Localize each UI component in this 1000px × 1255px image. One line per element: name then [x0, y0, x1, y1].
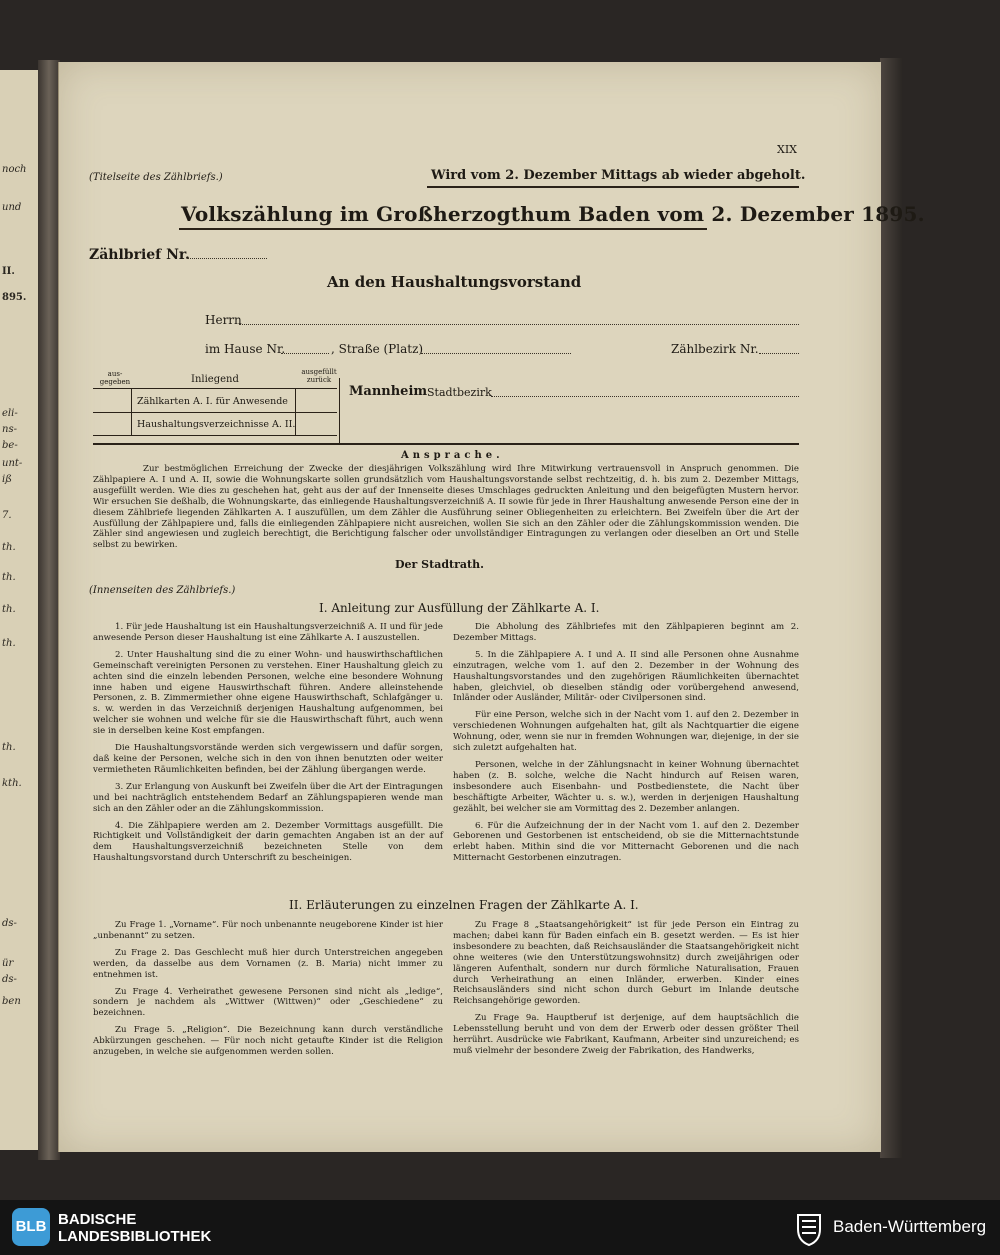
table-col-issued: aus- gegeben — [99, 370, 131, 386]
page-number: XIX — [777, 143, 798, 156]
city-district-field — [491, 396, 799, 397]
prev-edge-text: 7. — [2, 510, 12, 521]
prev-edge-text: und — [2, 202, 22, 213]
library-name-line: BADISCHE — [58, 1211, 137, 1228]
book-binding — [38, 60, 60, 1160]
section2-paragraph: Zu Frage 9a. Hauptberuf ist derjenige, auf dem hauptsächlich die Lebensstellung beruht und von dem der Erwerb oder dessen größter Theil herrührt. Ausdrücke wie Fabrikant, Kaufmann, Arbeiter sind unzureichend; es muß vielmehr der besondere Zweig der Fabrikation, des Handwerks, — [453, 1013, 799, 1056]
prev-edge-text: ds- — [2, 974, 17, 985]
table-rule — [93, 412, 337, 413]
section2-heading: II. Erläuterungen zu einzelnen Fragen der Zählkarte A. I. — [289, 898, 639, 912]
section2-right-column — [453, 920, 799, 1063]
section1-paragraph: 1. Für jede Haushaltung ist ein Haushaltungsverzeichniß A. II und für jede anwesende Person dieser Haushaltung ist eine Zählkarte A. I auszustellen. — [93, 622, 443, 643]
prev-edge-text: II. — [2, 266, 15, 277]
prev-edge-text: th. — [2, 542, 16, 553]
house-number-label: im Hause Nr. — [205, 342, 286, 356]
section1-paragraph: Für eine Person, welche sich in der Nacht vom 1. auf den 2. Dezember in verschiedenen Wohnungen aufgehalten hat, gilt als Nachtquartier die eigene Wohnung, oder, wenn sie nur in fremden Wohnungen war, diejenige, in der sie sich zuletzt aufgehalten hat. — [453, 710, 799, 754]
section1-paragraph: Die Abholung des Zählbriefes mit den Zählpapieren beginnt am 2. Dezember Mittags. — [453, 622, 799, 643]
address-heading: Ansprache. — [401, 450, 504, 461]
letter-number-label: Zählbrief Nr. — [89, 247, 190, 263]
letter-number-field — [187, 258, 267, 259]
table-rule — [131, 388, 132, 435]
district-field — [759, 353, 799, 354]
state-name[interactable]: Baden-Württemberg — [833, 1217, 987, 1236]
section1-paragraph: 2. Unter Haushaltung sind die zu einer Wohn- und hauswirthschaftlichen Gemeinschaft vereinigten Personen zu verstehen. Einer Haushaltung gleich zu achten sind die einzeln lebenden Personen, welche eine besondere Wohnung inne haben und eigene Hauswirthschaft führen. Andere alleinstehende Personen, z. B. Zimmermiether ohne eigene Hauswirthschaft, Schlafgänger u. s. w. werden in das Verzeichniß derjenigen Haushaltung aufgenommen, bei welcher sie wohnen und welche für sie die Hauswirthschaft führt, auch wenn sie in derselben keine Kost empfangen. — [93, 649, 443, 737]
prev-edge-text: 895. — [2, 292, 27, 303]
prev-edge-text: kth. — [2, 778, 22, 789]
section1-right-column — [453, 622, 799, 870]
section1-left-column — [93, 622, 443, 870]
prev-edge-text: iß — [2, 474, 12, 485]
table-row-counting-cards: Zählkarten A. I. für Anwesende — [137, 396, 288, 407]
herrn-label: Herrn — [205, 313, 242, 327]
city-name: Mannheim — [349, 384, 428, 399]
table-rule — [93, 435, 337, 436]
table-row-household-lists: Haushaltungsverzeichnisse A. II. — [137, 419, 296, 430]
house-number-field — [281, 353, 329, 354]
address-text — [93, 464, 799, 551]
signature: Der Stadtrath. — [395, 558, 484, 571]
prev-edge-text: th. — [2, 572, 16, 583]
collection-notice: Wird vom 2. Dezember Mittags ab wieder abgeholt. — [431, 168, 806, 183]
prev-edge-text: noch — [2, 164, 27, 175]
prev-edge-text: be- — [2, 440, 18, 451]
section1-paragraph: 5. In die Zählpapiere A. I und A. II sind alle Personen ohne Ausnahme einzutragen, welche vom 1. auf den 2. Dezember in der Wohnung des Haushaltungsvorstandes und den zugehörigen Räumlichkeiten übernachtet haben, gleichviel, ob dieselben ständig oder vorübergehend anwesend, Inländer oder Ausländer, Militär- oder Civilpersonen sind. — [453, 649, 799, 704]
section1-paragraph: Die Haushaltungsvorstände werden sich vergewissern und dafür sorgen, daß keine der Personen, welche sich in den von ihnen benutzten oder weiter vermietheten Räumlichkeiten befinden, bei der Zählung übergangen werde. — [93, 743, 443, 775]
city-district-label: Stadtbezirk — [427, 386, 492, 399]
addressee-heading: An den Haushaltungsvorstand — [327, 273, 582, 291]
section1-paragraph: 3. Zur Erlangung von Auskunft bei Zweifeln über die Art der Eintragungen und bei nachträglich entstehendem Bedarf an Zählungspapieren wende man sich an den Zähler oder an die Zählungskommission. — [93, 781, 443, 814]
section1-paragraph: 6. Für die Aufzeichnung der in der Nacht vom 1. auf den 2. Dezember Geborenen und Gestorbenen ist entscheidend, ob sie die Mitternachtstunde erlebt haben. Mithin sind die vor Mitternacht Geborenen und die nach Mitternacht Gestorbenen einzutragen. — [453, 820, 799, 864]
prev-edge-text: th. — [2, 638, 16, 649]
prev-edge-text: ben — [2, 996, 21, 1007]
section1-paragraph: Personen, welche in der Zählungsnacht in keiner Wohnung übernachtet haben (z. B. solche, welche die Nacht hindurch auf Reisen waren, insbesondere auch Eisenbahn- und Postbedienstete, die Nacht über beschäftigte Arbeiter, Wächter u. s. w.), werden in derjenigen Haushaltung gezählt, bei welcher sie am Vormittag des 2. Dezember anlangen. — [453, 759, 799, 814]
prev-edge-text: ds- — [2, 918, 17, 929]
prev-edge-text: eli- — [2, 408, 18, 419]
section1-heading: I. Anleitung zur Ausfüllung der Zählkarte A. I. — [319, 601, 600, 615]
caption-title-page: (Titelseite des Zählbriefs.) — [89, 172, 223, 183]
title-underline — [179, 228, 707, 230]
section2-paragraph: Zu Frage 5. „Religion“. Die Bezeichnung kann durch verständliche Abkürzungen geschehen. — Für noch nicht getaufte Kinder ist die Religion anzugeben, in welche sie aufgenommen werden sollen. — [93, 1025, 443, 1058]
library-name-line: LANDESBIBLIOTHEK — [58, 1228, 212, 1245]
prev-edge-text: ür — [2, 958, 14, 969]
section2-left-column — [93, 920, 443, 1064]
section2-paragraph: Zu Frage 2. Das Geschlecht muß hier durch Unterstreichen angegeben werden, da dasselbe aus dem Vornamen (z. B. Maria) nicht immer zu entnehmen ist. — [93, 947, 443, 980]
state-coat-of-arms-icon[interactable] — [790, 1209, 828, 1247]
section2-paragraph: Zu Frage 4. Verheirathet gewesene Personen sind nicht als „ledige“, sondern je nachdem als „Wittwer (Wittwen)“ oder „Geschiedene“ zu bezeichnen. — [93, 986, 443, 1019]
main-title: Volkszählung im Großherzogthum Baden vom 2. Dezember 1895. — [181, 202, 925, 226]
notice-underline — [427, 186, 799, 188]
document-page — [58, 62, 925, 1152]
street-label: , Straße (Platz) — [331, 342, 424, 356]
table-rule — [339, 378, 340, 444]
table-rule — [93, 388, 337, 389]
district-label: Zählbezirk Nr. — [671, 342, 759, 356]
table-bottom-rule — [93, 443, 799, 445]
prev-edge-text: unt- — [2, 458, 23, 469]
section1-paragraph: 4. Die Zählpapiere werden am 2. Dezember Vormittags ausgefüllt. Die Richtigkeit und Vollständigkeit der darin gemachten Angaben ist an der auf dem Haushaltungsverzeichniß bezeichneten Stelle von dem Haushaltungsvorstand durch Unterschrift zu bescheinigen. — [93, 820, 443, 864]
library-name[interactable] — [58, 1211, 211, 1245]
prev-edge-text: th. — [2, 742, 16, 753]
prev-edge-text: ns- — [2, 424, 17, 435]
table-col-returned: ausgefüllt zurück — [301, 368, 337, 384]
caption-inner: (Innenseiten des Zählbriefs.) — [89, 585, 236, 596]
prev-edge-text: th. — [2, 604, 16, 615]
address-paragraph: Zur bestmöglichen Erreichung der Zwecke der diesjährigen Volkszählung wird Ihre Mitwirkung vertrauensvoll in Anspruch genommen. Die Zählpapiere A. I und A. II, sowie die Wohnungskarte sollen grundsätzlich vom Haushaltungsvorstande selbst rechtzeitig, d. h. bis zum 2. Dezember Mittags, ausgefüllt werden. Wie dies zu geschehen hat, geht aus der auf der Innenseite dieses Umschlages gedruckten Anleitung und den beigefügten Mustern hervor. Wir ersuchen Sie deßhalb, die Wohnungskarte, das einliegende Haushaltungsverzeichniß A. II sowie für jede in Ihrer Haushaltung anwesende Person eine der in diesem Zählbriefe liegenden Zählkarten A. I auszufüllen, um dem Zähler die Ausführung seiner Obliegenheiten zu erleichtern. Bei Zweifeln über die Art der Ausfüllung der Zählpapiere und, falls die einliegenden Zählpapiere nicht ausreichen, wollen Sie sich an den Zähler oder die Zählungskommission wenden. Die Zähler sind angewiesen und zugleich berechtigt, die Berichtigung falscher oder unvollständiger Eintragungen zu verlangen oder dieselben an Ort und Stelle selbst zu bewirken. — [93, 464, 799, 551]
blb-logo-icon[interactable]: BLB — [12, 1208, 50, 1246]
section2-paragraph: Zu Frage 1. „Vorname“. Für noch unbenannte neugeborene Kinder ist hier „unbenannt“ zu setzen. — [93, 920, 443, 941]
street-field — [421, 353, 571, 354]
table-col-enclosed: Inliegend — [191, 374, 239, 385]
viewer-footer — [0, 1200, 1000, 1255]
section2-paragraph: Zu Frage 8 „Staatsangehörigkeit“ ist für jede Person ein Eintrag zu machen; dabei kann für Baden einfach ein B. gesetzt werden. — Es ist hier insbesondere zu beachten, daß Reichsausländer die Staatsangehörigkeit nicht ohne weiteres (wie den Unterstützungswohnsitz) durch zweijährigen oder längeren Aufenthalt, sondern nur durch förmliche Naturalisation, Frauen durch Verheirathung an einen Inländer, erwerben. Kinder eines Reichsausländers sind nicht schon durch Geburt im Inlande deutsche Reichsangehörige geworden. — [453, 920, 799, 1007]
herrn-field — [239, 324, 799, 325]
